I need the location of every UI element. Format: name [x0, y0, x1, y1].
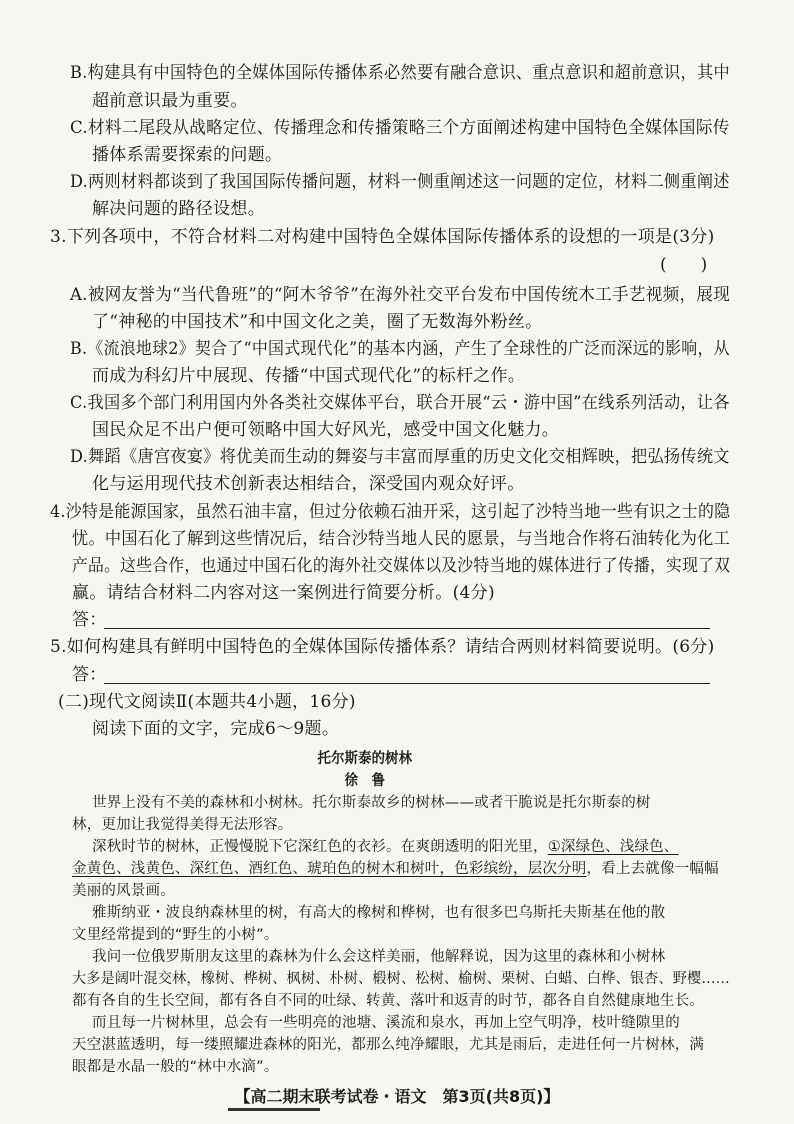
article-p2-line1-text: 深秋时节的树林，正慢慢脱下它深红色的衣衫。在爽朗透明的阳光里，	[92, 839, 548, 855]
article-p2-line1	[92, 836, 679, 858]
q4-line3: 产品。这些合作，也通过中国石化的海外社交媒体以及沙特当地的媒体进行了传播，实现了双	[72, 556, 731, 576]
q2-option-d-line1: D.两则材料都谈到了我国国际传播问题，材料一侧重阐述这一问题的定位，材料二侧重阐述	[70, 172, 730, 192]
q3-answer-paren: ( )	[660, 255, 708, 275]
article-title: 托尔斯泰的树林	[317, 751, 413, 767]
q2-option-b-line2: 超前意识最为重要。	[92, 91, 248, 111]
q3-option-d-line2: 化与运用现代技术创新表达相结合，深受国内观众好评。	[92, 474, 525, 494]
q3-option-c-line2: 国民众足不出户便可领略中国大好风光，感受中国文化魅力。	[92, 420, 560, 440]
q3-option-b-line2: 而成为科幻片中展现、传播“中国式现代化”的标杆之作。	[92, 366, 526, 386]
article-p4-line2: 大多是阔叶混交林，橡树、桦树、枫树、朴树、椴树、松树、榆树、栗树、白蜡、白桦、银杏、野樱……	[72, 971, 730, 987]
article-p5-line3: 眼都是水晶一般的“林中水滴”。	[72, 1059, 279, 1075]
underlined-sentence-1-part1: ①深绿色、浅绿色、	[547, 839, 679, 855]
section2-instruction: 阅读下面的文字，完成6～9题。	[92, 719, 340, 739]
bottom-edge-mark	[228, 1108, 320, 1111]
q2-option-b-line1: B.构建具有中国特色的全媒体国际传播体系必然要有融合意识、重点意识和超前意识，其中	[70, 63, 730, 83]
q3-option-a-line1: A.被网友誉为“当代鲁班”的“阿木爷爷”在海外社交平台发布中国传统木工手艺视频，展现	[70, 285, 731, 305]
article-p1-line1: 世界上没有不美的森林和小树林。托尔斯泰故乡的树林——或者干脆说是托尔斯泰的树	[92, 795, 651, 811]
q4-answer-label: 答：	[72, 610, 107, 630]
q2-option-d-line2: 解决问题的路径设想。	[92, 199, 265, 219]
article-p3-line2: 文里经常提到的“野生的小树”。	[72, 927, 279, 943]
q2-option-c-line1: C.材料二尾段从战略定位、传播理念和传播策略三个方面阐述构建中国特色全媒体国际传	[70, 118, 730, 138]
underlined-sentence-1-part2: 金黄色、浅黄色、深红色、酒红色、琥珀色的树木和树叶，色彩缤纷，层次分明	[72, 861, 587, 877]
q2-option-c-line2: 播体系需要探索的问题。	[92, 145, 283, 165]
q3-option-b-line1: B.《流浪地球2》契合了“中国式现代化”的基本内涵，产生了全球性的广泛而深远的影响，从	[70, 339, 730, 359]
article-p2-line3: 美丽的风景画。	[72, 883, 175, 899]
article-p4-line3: 都有各自的生长空间，都有各自不同的吐绿、转黄、落叶和返青的时节，都各自自然健康地生长。	[72, 993, 705, 1009]
article-p5-line2: 天空湛蓝透明，每一缕照耀进森林的阳光，都那么纯净耀眼，尤其是雨后，走进任何一片树林，满	[72, 1037, 705, 1053]
q4-answer-line[interactable]	[104, 628, 710, 629]
q4-line4: 赢。请结合材料二内容对这一案例进行简要分析。(4分)	[72, 583, 495, 603]
article-p3-line1: 雅斯纳亚・波良纳森林里的树，有高大的橡树和桦树，也有很多巴乌斯托夫斯基在他的散	[92, 905, 666, 921]
article-p1-line2: 林，更加让我觉得美得无法形容。	[72, 817, 293, 833]
q3-option-a-line2: 了“神秘的中国技术”和中国文化之美，圈了无数海外粉丝。	[92, 312, 543, 332]
q5-answer-line[interactable]	[104, 683, 710, 684]
q3-stem: 3.下列各项中，不符合材料二对构建中国特色全媒体国际传播体系的设想的一项是(3分)	[50, 227, 715, 247]
q5-stem: 5.如何构建具有鲜明中国特色的全媒体国际传播体系？请结合两则材料简要说明。(6分)	[50, 637, 715, 657]
article-p5-line1: 而且每一片树林里，总会有一些明亮的池塘、溪流和泉水，再加上空气明净，枝叶缝隙里的	[92, 1015, 680, 1031]
page-footer: 【高二期末联考试卷・语文 第3页(共8页)】	[234, 1087, 560, 1106]
q4-line1: 4.沙特是能源国家，虽然石油丰富，但过分依赖石油开采，这引起了沙特当地一些有识之士的隐	[50, 502, 731, 522]
article-p4-line1: 我问一位俄罗斯朋友这里的森林为什么会这样美丽，他解释说，因为这里的森林和小树林	[92, 949, 666, 965]
article-p2-line2	[72, 858, 719, 880]
article-author: 徐 鲁	[344, 773, 386, 789]
q3-option-c-line1: C.我国多个部门利用国内外各类社交媒体平台，联合开展“云・游中国”在线系列活动，让各	[70, 393, 730, 413]
q5-answer-label: 答：	[72, 665, 107, 685]
article-p2-line2-text: ，看上去就像一幅幅	[586, 861, 719, 877]
q4-line2: 忧。中国石化了解到这些情况后，结合沙特当地人民的愿景，与当地合作将石油转化为化工	[72, 529, 731, 549]
q3-option-d-line1: D.舞蹈《唐宫夜宴》将优美而生动的舞姿与丰富而厚重的历史文化交相辉映，把弘扬传统文	[70, 447, 730, 467]
section2-heading: (二)现代文阅读Ⅱ(本题共4小题，16分)	[58, 692, 356, 712]
